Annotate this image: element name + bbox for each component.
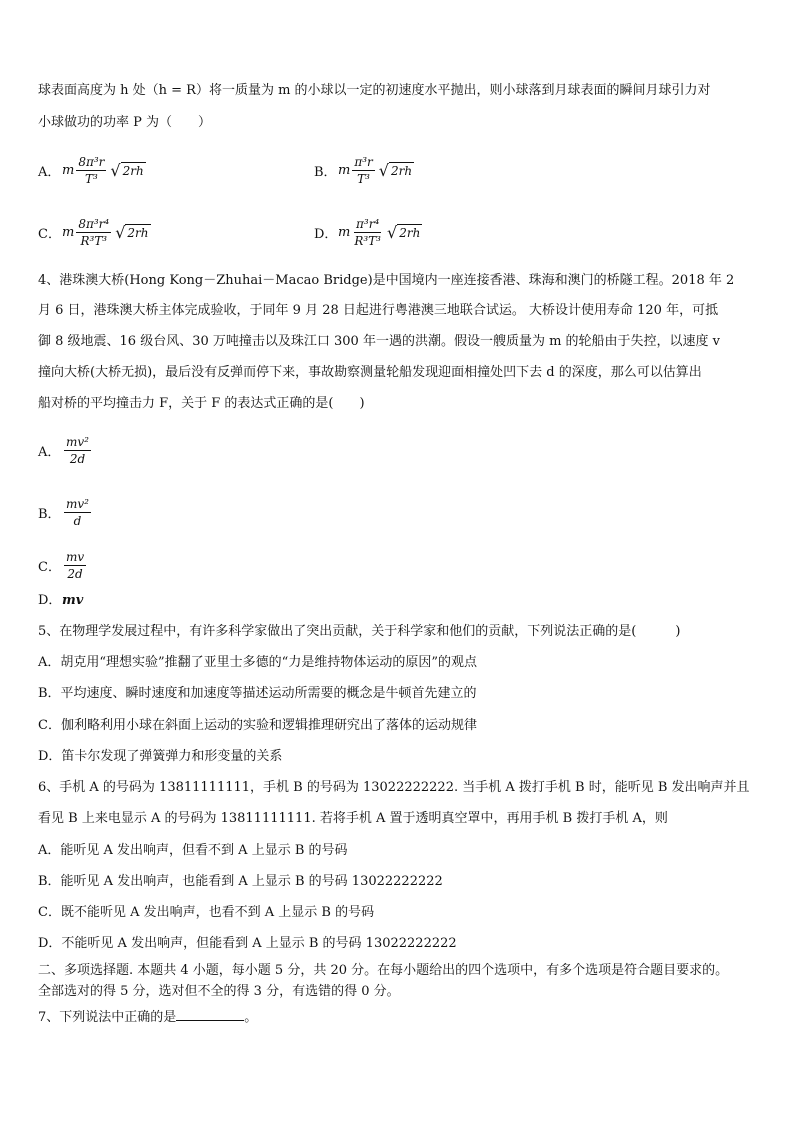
q5-option-a: A．胡克用“理想实验”推翻了亚里士多德的“力是维持物体运动的原因”的观点 bbox=[38, 655, 477, 670]
q5-option-b: B．平均速度、瞬时速度和加速度等描述运动所需要的概念是牛顿首先建立的 bbox=[38, 686, 477, 701]
fraction bbox=[64, 496, 91, 529]
q4-stem-line4: 撞向大桥(大桥无损)，最后没有反弹而停下来，事故勘察测量轮船发现迎面相撞处凹下去 d 的深度，那么可以估算出 bbox=[38, 365, 702, 380]
answer-blank[interactable] bbox=[176, 1008, 244, 1021]
q4-option-c bbox=[38, 543, 88, 587]
fraction bbox=[64, 434, 91, 467]
radicand: 2rh bbox=[399, 225, 421, 240]
fraction bbox=[76, 216, 111, 249]
q6-stem-line1: 6、手机 A 的号码为 13811111111，手机 B 的号码为 13022222222. 当手机 A 拨打手机 B 时，能听见 B 发出响声并且 bbox=[38, 780, 750, 795]
option-label: D． bbox=[314, 226, 338, 242]
coef: m bbox=[338, 162, 351, 178]
sqrt: √ 2rh bbox=[378, 160, 413, 180]
fraction bbox=[352, 154, 374, 187]
q7-text: 7、下列说法中正确的是 bbox=[38, 1010, 177, 1025]
q6-option-d: D．不能听见 A 发出响声，但能看到 A 上显示 B 的号码 13022222222 bbox=[38, 936, 457, 951]
fraction bbox=[64, 549, 86, 582]
radicand: 2rh bbox=[122, 163, 144, 178]
q7-suffix: 。 bbox=[244, 1010, 258, 1025]
numerator: 8π³r bbox=[78, 154, 105, 169]
denominator: T³ bbox=[84, 171, 98, 186]
q4-stem-line5: 船对桥的平均撞击力 F，关于 F 的表达式正确的是( ) bbox=[38, 396, 365, 411]
q5-option-d: D．笛卡尔发现了弹簧弹力和形变量的关系 bbox=[38, 749, 283, 764]
q5-option-c: C．伽利略利用小球在斜面上运动的实验和逻辑推理研究出了落体的运动规律 bbox=[38, 718, 477, 733]
q6-option-a: A．能听见 A 发出响声，但看不到 A 上显示 B 的号码 bbox=[38, 843, 348, 858]
option-label: A． bbox=[38, 444, 61, 460]
denominator: R³T³ bbox=[354, 233, 381, 248]
denominator: R³T³ bbox=[80, 233, 108, 248]
section2-heading-line2: 全部选对的得 5 分，选对但不全的得 3 分，有选错的得 0 分。 bbox=[38, 984, 400, 999]
option-label: D． bbox=[38, 593, 62, 608]
fraction bbox=[76, 154, 106, 187]
q4-stem-line1: 4、港珠澳大桥(Hong Kong－Zhuhai－Macao Bridge)是中国境内一座连接香港、珠海和澳门的桥隧工程。2018 年 2 bbox=[38, 273, 735, 288]
q3-stem-line2: 小球做功的功率 P 为（ ） bbox=[38, 115, 212, 130]
sqrt: √ 2rh bbox=[110, 160, 144, 180]
q3-option-b bbox=[314, 148, 414, 192]
option-label: C． bbox=[38, 559, 61, 575]
q3-stem-line1: 球表面高度为 h 处（h = R）将一质量为 m 的小球以一定的初速度水平抛出，则小球落到月球表面的瞬间月球引力对 bbox=[38, 83, 711, 98]
coef: m bbox=[338, 224, 351, 240]
q4-stem-line2: 月 6 日，港珠澳大桥主体完成验收，于同年 9 月 28 日起进行粤港澳三地联合试运。 大桥设计使用寿命 120 年，可抵 bbox=[38, 303, 719, 318]
denominator: T³ bbox=[357, 171, 370, 186]
numerator: mv² bbox=[66, 496, 89, 511]
q5-stem: 5、在物理学发展过程中，有许多科学家做出了突出贡献，关于科学家和他们的贡献，下列说法正确的是( ) bbox=[38, 624, 681, 639]
radicand: 2rh bbox=[390, 163, 413, 178]
radicand: 2rh bbox=[127, 225, 149, 240]
numerator: mv² bbox=[66, 434, 89, 449]
sqrt: √ 2rh bbox=[115, 222, 149, 242]
numerator: mv bbox=[66, 549, 85, 564]
q4-option-b bbox=[38, 490, 93, 534]
q3-option-c bbox=[38, 210, 151, 254]
denominator: 2d bbox=[67, 566, 83, 581]
coef: m bbox=[62, 162, 75, 178]
fraction bbox=[352, 216, 383, 249]
q4-option-d bbox=[38, 592, 83, 610]
option-label: B． bbox=[314, 164, 337, 180]
q3-option-a bbox=[38, 148, 146, 192]
q4-stem-line3: 御 8 级地震、16 级台风、30 万吨撞击以及珠江口 300 年一遇的洪潮。假设一艘质量为 m 的轮船由于失控，以速度 v bbox=[38, 334, 721, 349]
q3-option-d bbox=[314, 210, 422, 254]
q7-stem bbox=[38, 1008, 257, 1027]
section2-heading-line1: 二、多项选择题. 本题共 4 小题，每小题 5 分，共 20 分。在每小题给出的四个选项中，有多个选项是符合题目要求的。 bbox=[38, 963, 729, 978]
sqrt: √ 2rh bbox=[387, 222, 421, 242]
option-label: C． bbox=[38, 226, 61, 242]
option-text: mv bbox=[62, 593, 84, 608]
denominator: 2d bbox=[69, 451, 86, 466]
numerator: 8π³r⁴ bbox=[78, 216, 110, 231]
q6-option-b: B．能听见 A 发出响声，也能看到 A 上显示 B 的号码 13022222222 bbox=[38, 874, 443, 889]
numerator: π³r bbox=[354, 154, 373, 169]
option-label: A． bbox=[38, 164, 61, 180]
coef: m bbox=[62, 224, 75, 240]
option-label: B． bbox=[38, 506, 61, 522]
numerator: π³r⁴ bbox=[356, 216, 380, 231]
denominator: d bbox=[73, 513, 82, 528]
q6-option-c: C．既不能听见 A 发出响声，也看不到 A 上显示 B 的号码 bbox=[38, 905, 375, 920]
q6-stem-line2: 看见 B 上来电显示 A 的号码为 13811111111. 若将手机 A 置于透明真空罩中，再用手机 B 拨打手机 A，则 bbox=[38, 811, 668, 826]
q4-option-a bbox=[38, 428, 93, 472]
